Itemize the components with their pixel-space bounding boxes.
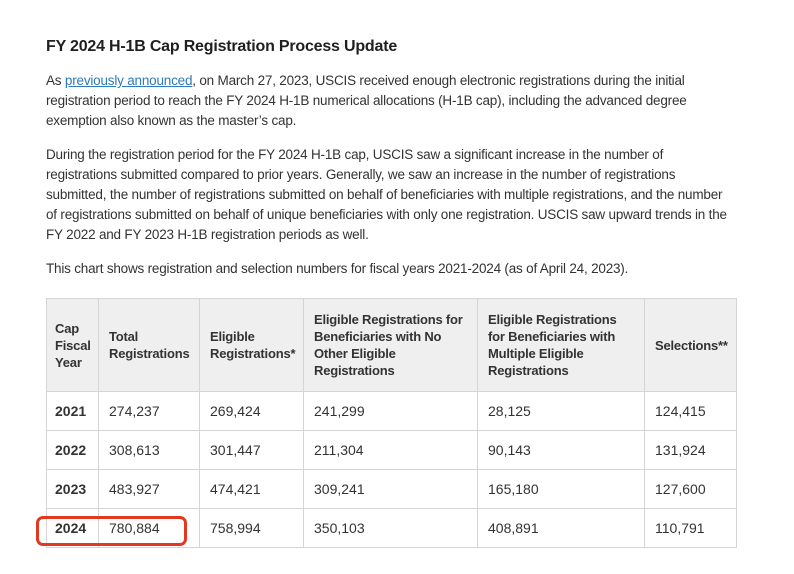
- table-header-row: [47, 299, 737, 392]
- page-title: FY 2024 H-1B Cap Registration Process Update: [46, 38, 398, 55]
- eligible-registrations-cell: 301,447: [200, 431, 304, 470]
- table-row-2022: [47, 431, 737, 470]
- selections-cell: 127,600: [645, 470, 737, 509]
- selections-cell: 131,924: [645, 431, 737, 470]
- no-other-eligible-cell: 241,299: [304, 392, 478, 431]
- year-cell: 2023: [47, 470, 99, 509]
- table-row-2021: [47, 392, 737, 431]
- col-header-eligible-registrations: Eligible Registrations*: [200, 299, 304, 392]
- paragraph-registration-increase: During the registration period for the FY 2024 H-1B cap, USCIS saw a significant increase in the number of registrations submitted compared to prior years. Generally, we saw an increase in the number of registrations submitted, the number of registrations submitted on behalf of beneficiaries with multiple registrations, and the number of registrations submitted on behalf of unique beneficiaries with only one registration. USCIS saw upward trends in the FY 2022 and FY 2023 H-1B registration periods as well.: [46, 147, 727, 242]
- registration-table-container: [46, 298, 736, 548]
- paragraph-chart-note: This chart shows registration and selection numbers for fiscal years 2021-2024 (as of April 24, 2023).: [46, 261, 629, 276]
- multiple-eligible-cell: 28,125: [478, 392, 645, 431]
- eligible-registrations-cell: 474,421: [200, 470, 304, 509]
- col-header-cap-fiscal-year: Cap Fiscal Year: [47, 299, 99, 392]
- eligible-registrations-cell: 758,994: [200, 509, 304, 548]
- registration-table: [46, 298, 737, 548]
- col-header-total-registrations: Total Registrations: [99, 299, 200, 392]
- selections-cell: 110,791: [645, 509, 737, 548]
- total-registrations-cell: 274,237: [99, 392, 200, 431]
- eligible-registrations-cell: 269,424: [200, 392, 304, 431]
- intro-text-before-link: As: [46, 73, 65, 88]
- previously-announced-link[interactable]: previously announced: [64, 73, 193, 88]
- table-row-2023: [47, 470, 737, 509]
- intro-text-after-link: , on March 27, 2023, USCIS received enough electronic registrations during the initial registration period to reach the FY 2024 H-1B numerical allocations (H-1B cap), including the advanced degree exemption also known as the master’s cap.: [46, 73, 687, 128]
- multiple-eligible-cell: 408,891: [478, 509, 645, 548]
- col-header-multiple-eligible: Eligible Registrations for Beneficiaries with Multiple Eligible Registrations: [478, 299, 645, 392]
- multiple-eligible-cell: 165,180: [478, 470, 645, 509]
- total-registrations-cell: 483,927: [99, 470, 200, 509]
- total-registrations-cell: 780,884: [99, 509, 200, 548]
- no-other-eligible-cell: 350,103: [304, 509, 478, 548]
- year-cell: 2021: [47, 392, 99, 431]
- col-header-no-other-eligible: Eligible Registrations for Beneficiaries with No Other Eligible Registrations: [304, 299, 478, 392]
- selections-cell: 124,415: [645, 392, 737, 431]
- year-cell: 2024: [47, 509, 99, 548]
- no-other-eligible-cell: 309,241: [304, 470, 478, 509]
- multiple-eligible-cell: 90,143: [478, 431, 645, 470]
- table-row-2024: [47, 509, 737, 548]
- year-cell: 2022: [47, 431, 99, 470]
- total-registrations-cell: 308,613: [99, 431, 200, 470]
- paragraph-intro: [46, 71, 736, 131]
- no-other-eligible-cell: 211,304: [304, 431, 478, 470]
- col-header-selections: Selections**: [645, 299, 737, 392]
